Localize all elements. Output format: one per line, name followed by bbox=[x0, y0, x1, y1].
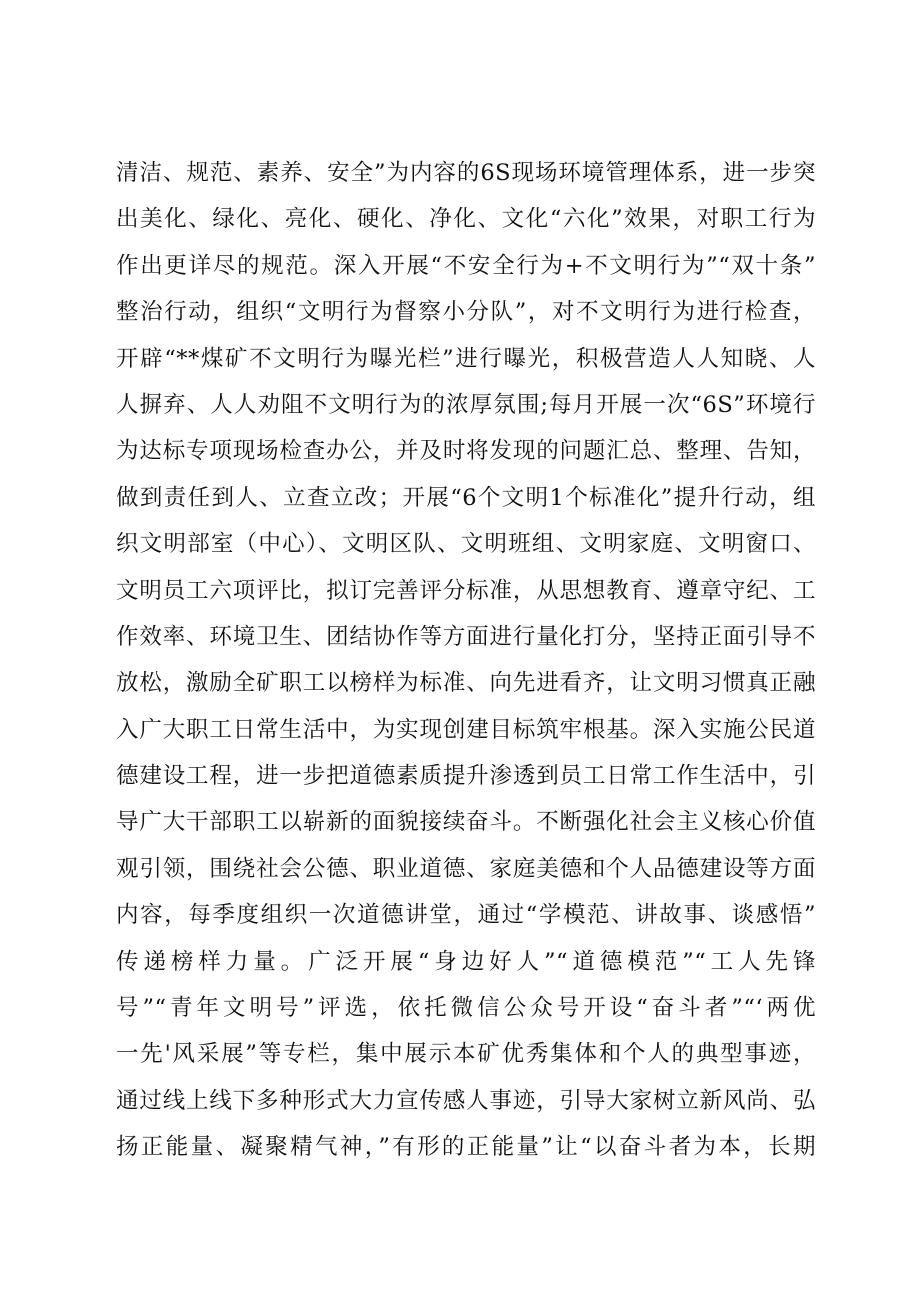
text-line-5: 开辟“**煤矿不文明行为曝光栏”进行曝光，积极营造人人知晓、人 bbox=[116, 345, 816, 372]
text-line-9: 织文明部室（中心）、文明区队、文明班组、文明家庭、文明窗口、 bbox=[116, 531, 816, 558]
text-line-1: 清洁、规范、素养、安全”为内容的6S现场环境管理体系，进一步突 bbox=[116, 160, 816, 186]
text-line-20: 一先'风采展”等专栏，集中展示本矿优秀集体和个人的典型事迹， bbox=[116, 1041, 816, 1068]
text-line-16: 观引领，围绕社会公德、职业道德、家庭美德和个人品德建设等方面 bbox=[116, 855, 816, 882]
text-line-7: 为达标专项现场检查办公，并及时将发现的问题汇总、整理、告知， bbox=[116, 438, 816, 465]
body-paragraph bbox=[116, 150, 816, 1171]
text-line-19: 号”“青年文明号”评选，依托微信公众号开设“奋斗者”“‘两优 bbox=[116, 995, 816, 1022]
text-line-14: 德建设工程，进一步把道德素质提升渗透到员工日常工作生活中，引 bbox=[116, 763, 816, 790]
text-line-6: 人摒弃、人人劝阻不文明行为的浓厚氛围;每月开展一次“6S”环境行 bbox=[116, 391, 816, 418]
text-line-15: 导广大干部职工以崭新的面貌接续奋斗。不断强化社会主义核心价值 bbox=[116, 809, 816, 836]
text-line-2: 出美化、绿化、亮化、硬化、净化、文化“六化”效果，对职工行为 bbox=[116, 206, 816, 233]
text-line-10: 文明员工六项评比，拟订完善评分标准，从思想教育、遵章守纪、工 bbox=[116, 577, 816, 604]
text-line-12: 放松，激励全矿职工以榜样为标准、向先进看齐，让文明习惯真正融 bbox=[116, 670, 816, 697]
text-line-22: 扬正能量、凝聚精气神，”有形的正能量”让“以奋斗者为本，长期 bbox=[116, 1134, 816, 1161]
text-line-3: 作出更详尽的规范。深入开展“不安全行为+不文明行为”“双十条” bbox=[116, 252, 816, 279]
text-line-13: 入广大职工日常生活中，为实现创建目标筑牢根基。深入实施公民道 bbox=[116, 716, 816, 743]
text-line-21: 通过线上线下多种形式大力宣传感人事迹，引导大家树立新风尚、弘 bbox=[116, 1087, 816, 1114]
text-line-11: 作效率、环境卫生、团结协作等方面进行量化打分，坚持正面引导不 bbox=[116, 623, 816, 650]
text-line-8: 做到责任到人、立查立改；开展“6个文明1个标准化”提升行动，组 bbox=[116, 484, 816, 511]
text-line-18: 传递榜样力量。广泛开展“身边好人”“道德模范”“工人先锋 bbox=[116, 948, 816, 975]
text-line-17: 内容，每季度组织一次道德讲堂，通过“学模范、讲故事、谈感悟” bbox=[116, 902, 816, 929]
text-line-4: 整治行动，组织“文明行为督察小分队”，对不文明行为进行检查， bbox=[116, 299, 816, 326]
